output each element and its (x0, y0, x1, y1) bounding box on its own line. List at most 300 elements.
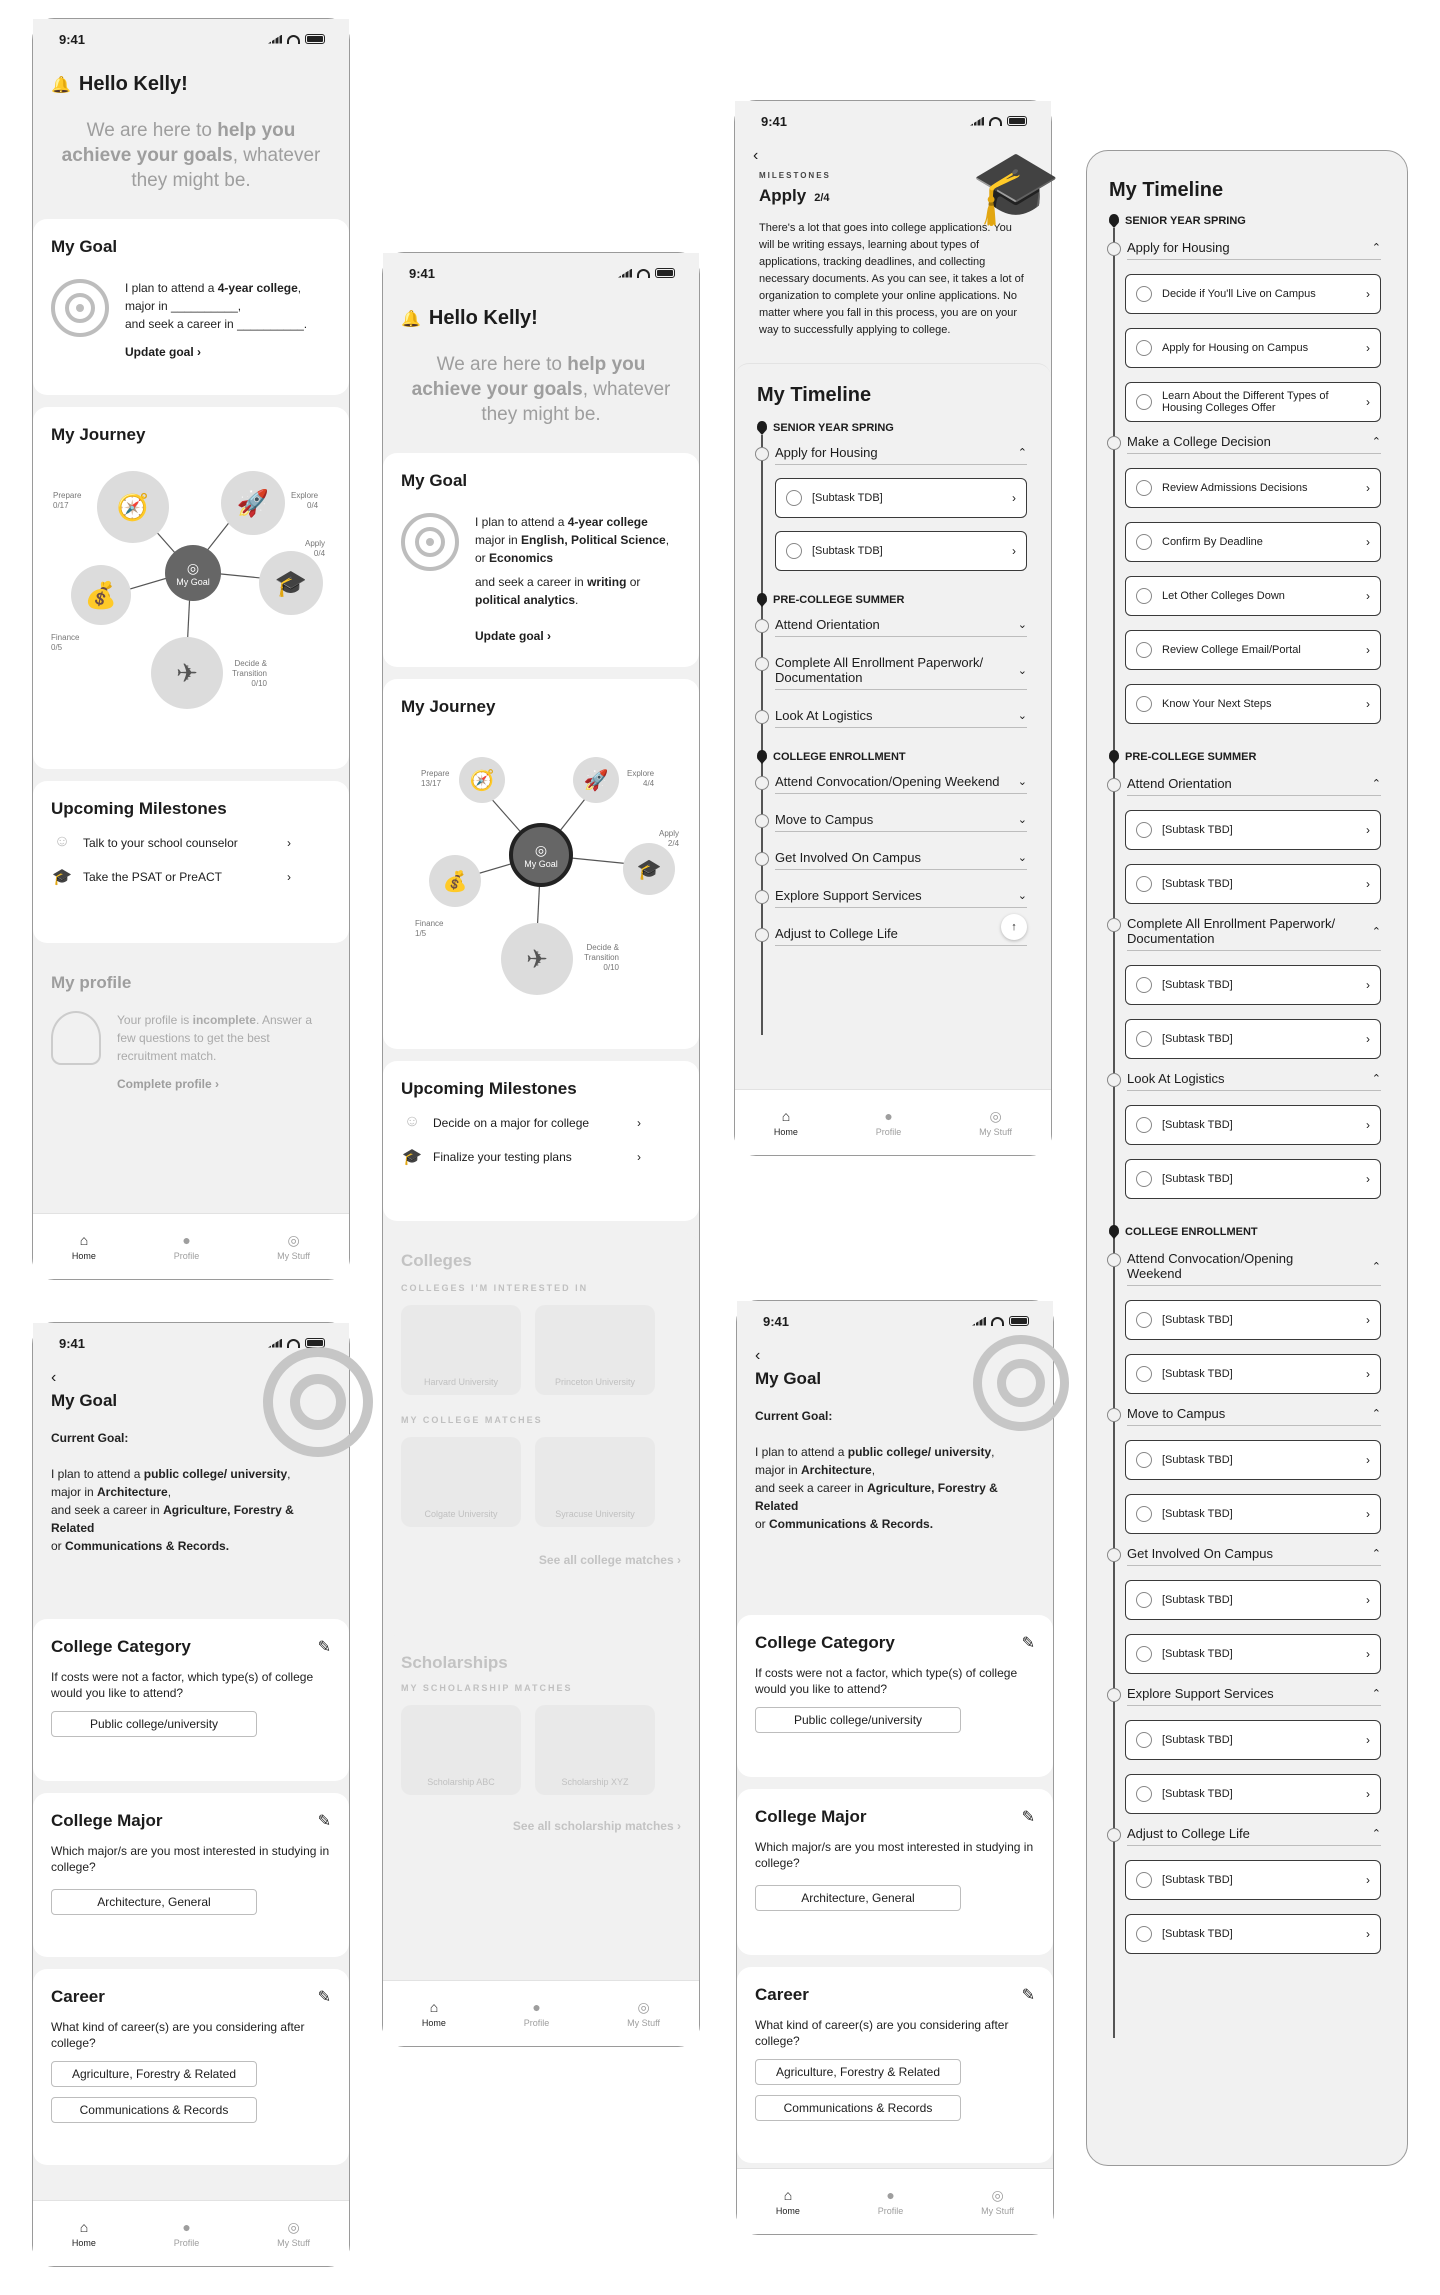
nav-home-label: Home (71, 1250, 96, 1261)
journey-center-label: My Goal (176, 576, 210, 587)
subtask-row[interactable] (1125, 1354, 1381, 1394)
journey-node-prepare[interactable]: 🧭 (97, 471, 169, 543)
bottom-nav (33, 1213, 349, 1279)
timeline-task[interactable] (1127, 1686, 1381, 1706)
tagline-a: We are here to (436, 354, 568, 375)
pin-icon (757, 593, 767, 607)
battery-icon (305, 34, 325, 44)
pencil-icon[interactable]: ✎ (1021, 1809, 1035, 1826)
status-bar (737, 1301, 1053, 1341)
career-value[interactable]: Communications & Records (51, 2097, 257, 2123)
scholarship-tile[interactable] (535, 1705, 655, 1795)
subtask-row[interactable] (1125, 274, 1381, 314)
task-name: Adjust to College Life (1127, 1826, 1250, 1841)
college-tile[interactable] (401, 1305, 521, 1395)
goal-l1a: I plan to attend a (125, 281, 218, 295)
timeline-task[interactable] (775, 850, 1027, 870)
milestone-item[interactable] (51, 833, 331, 853)
greeting-text: Hello Kelly! (78, 73, 188, 95)
task-name: Move to Campus (775, 812, 874, 827)
status-time: 9:41 (59, 31, 86, 47)
target-icon: ◎ (989, 1107, 1002, 1124)
nav-stuff[interactable] (627, 2000, 660, 2028)
checkbox-circle[interactable] (1136, 534, 1152, 550)
journey-card (383, 679, 699, 1049)
college-name: Princeton University (554, 1377, 636, 1387)
task-name: Make a College Decision (1127, 434, 1271, 449)
checkbox-circle[interactable] (1136, 1646, 1152, 1662)
nav-profile-label: Profile (173, 1250, 200, 1261)
journey-node-decide[interactable]: ✈ (501, 923, 573, 995)
major-value[interactable]: Architecture, General (51, 1889, 257, 1915)
back-arrow-icon[interactable]: ‹ (51, 1369, 57, 1386)
subtask-row[interactable] (1125, 1774, 1381, 1814)
nav-home[interactable] (774, 1109, 798, 1137)
timeline-task[interactable] (1127, 1071, 1381, 1091)
timeline-task[interactable] (775, 774, 1027, 794)
nav-stuff-label: My Stuff (277, 1250, 311, 1261)
subtask-row[interactable] (775, 531, 1027, 571)
task-name: Attend Orientation (1127, 776, 1232, 791)
nav-profile[interactable] (876, 1109, 902, 1137)
journey-graph (51, 459, 331, 719)
timeline-task[interactable] (1127, 240, 1381, 260)
subtask-row[interactable] (1125, 1860, 1381, 1900)
gd-l3b: Agriculture, Forestry & Related (51, 1503, 294, 1535)
task-dot (1107, 242, 1121, 256)
checkbox-circle[interactable] (1136, 876, 1152, 892)
gd-l3a: and seek a career in (51, 1503, 164, 1517)
milestone-item[interactable] (401, 1147, 681, 1167)
checkbox-circle[interactable] (1136, 642, 1152, 658)
career-value[interactable]: Agriculture, Forestry & Related (755, 2059, 961, 2085)
chevron-right-icon: › (1366, 1593, 1370, 1607)
graduation-cap-icon: 🎓 (402, 1149, 422, 1166)
update-goal-link[interactable]: Update goal › (475, 629, 552, 643)
section-name: PRE-COLLEGE SUMMER (1125, 751, 1257, 763)
timeline-page (1087, 151, 1407, 1954)
goal-p1e: , or (475, 533, 670, 565)
timeline-list (757, 421, 1027, 946)
nav-stuff[interactable] (277, 2220, 310, 2248)
subtask-name: Let Other Colleges Down (1162, 590, 1285, 602)
subtask-row[interactable] (1125, 1105, 1381, 1145)
checkbox-circle[interactable] (1136, 1506, 1152, 1522)
chevron-right-icon: › (1366, 697, 1370, 711)
section-name: SENIOR YEAR SPRING (1125, 215, 1246, 227)
target-icon: ◎ (637, 1998, 650, 2015)
goal-line-4 (51, 1537, 331, 1555)
update-goal-link[interactable] (125, 345, 307, 359)
label-decide-name: Decide & Transition (584, 943, 619, 962)
gd-l1c: , (287, 1467, 291, 1481)
status-time: 9:41 (409, 265, 436, 281)
chevron-right-icon: › (1366, 1118, 1370, 1132)
update-goal-text: Update goal (125, 345, 194, 359)
greeting-text: Hello Kelly! (428, 307, 538, 329)
task-name: Adjust to College Life (775, 926, 898, 941)
subtask-row[interactable] (1125, 630, 1381, 670)
chevron-right-icon: › (1012, 491, 1016, 505)
chevron-right-icon: › (1366, 1032, 1370, 1046)
back-arrow-icon[interactable]: ‹ (755, 1347, 761, 1364)
phone-full-timeline (1086, 150, 1408, 2166)
subtask-name: Learn About the Different Types of Housing Colleges Offer (1162, 390, 1329, 414)
nav-stuff[interactable] (277, 1233, 310, 1261)
subtask-row[interactable] (1125, 1634, 1381, 1674)
label-explore (291, 491, 318, 511)
nav-home[interactable] (72, 1233, 96, 1261)
milestone-item[interactable] (51, 867, 331, 887)
subtask-row[interactable] (1125, 468, 1381, 508)
task-name: Apply for Housing (1127, 240, 1230, 255)
college-category-card (737, 1615, 1053, 1777)
update-goal-text: Update goal (475, 629, 544, 643)
category-value[interactable]: Public college/university (755, 1707, 961, 1733)
gd-l1a: I plan to attend a (755, 1445, 848, 1459)
task-dot (1107, 778, 1121, 792)
matches-label: MY COLLEGE MATCHES (401, 1415, 543, 1425)
chevron-right-icon: › (1366, 1453, 1370, 1467)
checkbox-circle[interactable] (1136, 394, 1152, 410)
complete-profile-link[interactable]: Complete profile › (117, 1077, 220, 1091)
chevron-right-icon: › (1012, 544, 1016, 558)
profile-text-a: Your profile is (117, 1013, 193, 1027)
battery-icon (1007, 116, 1027, 126)
label-explore-count: 4/4 (643, 779, 655, 788)
label-apply-count: 2/4 (667, 839, 680, 848)
label-apply (305, 539, 325, 559)
nav-profile[interactable] (174, 2220, 200, 2248)
gd-l2a: major in (755, 1463, 802, 1477)
subtask-name: [Subtask TBD] (1162, 1173, 1233, 1185)
checkbox-circle[interactable] (1136, 588, 1152, 604)
checkbox-circle[interactable] (1136, 286, 1152, 302)
status-time: 9:41 (761, 113, 788, 129)
home-icon: ⌂ (79, 2218, 89, 2235)
journey-node-finance[interactable]: 💰 (71, 565, 131, 625)
timeline-task[interactable] (775, 445, 1027, 465)
bell-icon[interactable]: 🔔 (401, 310, 421, 328)
tagline-c: , whatever they might be. (481, 379, 671, 425)
nav-stuff-label: My Stuff (981, 2205, 1015, 2216)
subtask-row[interactable] (1125, 522, 1381, 562)
bottom-nav (33, 2200, 349, 2266)
task-name: Attend Orientation (775, 617, 880, 632)
pencil-icon[interactable]: ✎ (1021, 1987, 1035, 2004)
goal-title: My Goal (51, 1391, 118, 1410)
subtask-name: [Subtask TDB] (812, 492, 883, 504)
goal-paragraph-2 (475, 573, 681, 609)
career-title: Career (51, 1987, 105, 2006)
checkbox-circle[interactable] (786, 543, 802, 559)
timeline-task[interactable] (775, 920, 1027, 946)
person-icon: ● (182, 1231, 191, 1248)
nav-home[interactable] (776, 2188, 800, 2216)
label-apply-name: Apply (659, 829, 680, 838)
section-name: SENIOR YEAR SPRING (773, 422, 894, 434)
checkbox-circle[interactable] (786, 490, 802, 506)
scroll-top-button[interactable]: ↑ (1001, 914, 1027, 940)
goal-title: My Goal (755, 1369, 822, 1388)
milestone-item[interactable] (401, 1113, 681, 1133)
scholarship-tile[interactable] (401, 1705, 521, 1795)
journey-center-goal[interactable] (509, 823, 573, 887)
journey-node-explore[interactable]: 🚀 (573, 757, 619, 803)
task-dot (1107, 1828, 1121, 1842)
timeline-task[interactable] (775, 708, 1027, 728)
goal-p1a: I plan to attend a (475, 515, 568, 529)
label-apply-count: 0/4 (313, 549, 326, 558)
pencil-icon[interactable]: ✎ (317, 1989, 331, 2006)
checkbox-circle[interactable] (1136, 1926, 1152, 1942)
goal-header (737, 1365, 1053, 1615)
checkbox-circle[interactable] (1136, 1171, 1152, 1187)
gd-l2a: major in (51, 1485, 98, 1499)
nav-stuff-label: My Stuff (277, 2237, 311, 2248)
gd-l2b: Architecture (97, 1485, 168, 1499)
nav-home[interactable] (422, 2000, 446, 2028)
subtask-row[interactable] (1125, 576, 1381, 616)
task-dot (755, 619, 769, 633)
subtask-row[interactable] (1125, 1440, 1381, 1480)
journey-center-goal[interactable] (165, 545, 221, 601)
chevron-right-icon: › (1366, 1787, 1370, 1801)
journey-node-decide[interactable]: ✈ (151, 637, 223, 709)
subtask-row[interactable] (1125, 965, 1381, 1005)
home-icon: ⌂ (781, 1107, 791, 1124)
subtask-row[interactable] (1125, 864, 1381, 904)
subtask-name: [Subtask TBD] (1162, 1734, 1233, 1746)
career-value[interactable]: Communications & Records (755, 2095, 961, 2121)
timeline-task[interactable] (775, 888, 1027, 908)
chevron-right-icon: › (1366, 1367, 1370, 1381)
pencil-icon[interactable]: ✎ (317, 1639, 331, 1656)
gd-l4b: Communications & Records. (769, 1517, 934, 1531)
checkbox-circle[interactable] (1136, 1366, 1152, 1382)
subtask-row[interactable] (1125, 1494, 1381, 1534)
subtask-name: Know Your Next Steps (1162, 698, 1272, 710)
bottom-nav (737, 2168, 1053, 2234)
home-icon: ⌂ (429, 1998, 439, 2015)
goal-line-3 (51, 1501, 331, 1537)
see-all-colleges-text: See all college matches (538, 1553, 674, 1567)
task-name: Complete All Enrollment Paperwork/ Documentation (775, 655, 984, 685)
label-finance-count: 0/5 (51, 643, 63, 652)
subtask-name: [Subtask TBD] (1162, 1928, 1233, 1940)
profile-text-c: . Answer a few questions to get the best recruitment match. (117, 1013, 312, 1063)
checkbox-circle[interactable] (1136, 480, 1152, 496)
apply-title: Apply (759, 186, 807, 205)
graduation-cap-icon: 🎓 (52, 869, 72, 886)
nav-home[interactable] (72, 2220, 96, 2248)
timeline-task[interactable] (1127, 1406, 1381, 1426)
gd-l4a: or (51, 1539, 66, 1553)
journey-node-prepare[interactable]: 🧭 (459, 757, 505, 803)
subtask-row[interactable] (1125, 1159, 1381, 1199)
gd-l4b: Communications & Records. (65, 1539, 230, 1553)
nav-stuff[interactable] (981, 2188, 1014, 2216)
college-name: Harvard University (423, 1377, 499, 1387)
pencil-icon[interactable]: ✎ (317, 1813, 331, 1830)
gd-l1a: I plan to attend a (51, 1467, 144, 1481)
target-icon (51, 279, 109, 337)
checkbox-circle[interactable] (1136, 1312, 1152, 1328)
battery-icon (1009, 1316, 1029, 1326)
subtask-row[interactable] (1125, 382, 1381, 422)
signal-icon (268, 1339, 282, 1348)
timeline-task[interactable] (775, 655, 1027, 690)
goal-title: My Goal (401, 471, 468, 490)
timeline-title: My Timeline (1109, 179, 1224, 201)
college-tile[interactable] (535, 1437, 655, 1527)
task-name: Look At Logistics (775, 708, 873, 723)
checkbox-circle[interactable] (1136, 822, 1152, 838)
career-card (33, 1969, 349, 2165)
chevron-up-icon: ⌃ (1371, 925, 1381, 938)
subtask-row[interactable] (1125, 1914, 1381, 1954)
career-value[interactable]: Agriculture, Forestry & Related (51, 2061, 257, 2087)
pin-icon (1109, 750, 1119, 764)
chevron-right-icon: › (637, 1150, 641, 1164)
see-all-scholarships-link[interactable]: See all scholarship matches › (512, 1819, 681, 1833)
pencil-icon[interactable]: ✎ (1021, 1635, 1035, 1652)
scholarship-name: Scholarship XYZ (561, 1777, 629, 1787)
goal-line-4 (755, 1515, 1035, 1533)
chevron-right-icon: › (287, 870, 291, 884)
timeline-task[interactable] (1127, 916, 1381, 951)
status-icons (268, 34, 325, 44)
target-icon: ◎ (186, 559, 200, 576)
journey-node-explore[interactable]: 🚀 (221, 471, 285, 535)
checkbox-circle[interactable] (1136, 1031, 1152, 1047)
label-decide (227, 659, 267, 689)
phone-goal-detail-2 (736, 1300, 1054, 2235)
nav-home-label: Home (421, 2017, 446, 2028)
timeline-task[interactable] (1127, 1826, 1381, 1846)
journey-node-apply[interactable]: 🎓 (259, 551, 323, 615)
profile-text (117, 1011, 331, 1065)
task-dot (1107, 436, 1121, 450)
task-dot (1107, 1408, 1121, 1422)
task-dot (1107, 1073, 1121, 1087)
subtask-name: [Subtask TBD] (1162, 1454, 1233, 1466)
back-arrow-icon[interactable]: ‹ (753, 147, 759, 164)
college-tile[interactable] (401, 1437, 521, 1527)
goal-line-1 (51, 1465, 331, 1483)
chevron-right-icon: › (1366, 1733, 1370, 1747)
subtask-row[interactable] (1125, 1580, 1381, 1620)
subtask-row[interactable] (1125, 810, 1381, 850)
nav-home-label: Home (773, 1126, 798, 1137)
nav-profile[interactable] (174, 1233, 200, 1261)
chevron-right-icon: › (1366, 589, 1370, 603)
subtask-name: [Subtask TBD] (1162, 1368, 1233, 1380)
subtask-name: [Subtask TBD] (1162, 979, 1233, 991)
graduation-cap-icon: 🎓 (971, 148, 1061, 228)
checkbox-circle[interactable] (1136, 696, 1152, 712)
college-tile[interactable] (535, 1305, 655, 1395)
chevron-right-icon: › (1366, 1927, 1370, 1941)
subtask-name: [Subtask TBD] (1162, 824, 1233, 836)
checkbox-circle[interactable] (1136, 1872, 1152, 1888)
chevron-up-icon: ⌃ (1371, 1260, 1381, 1273)
timeline-task[interactable] (1127, 1251, 1381, 1286)
subtask-row[interactable] (1125, 1019, 1381, 1059)
checkbox-circle[interactable] (1136, 1592, 1152, 1608)
gd-l2b: Architecture (801, 1463, 872, 1477)
person-icon: ☺ (53, 833, 71, 850)
timeline-section (757, 750, 1027, 764)
chevron-down-icon: ⌄ (1017, 710, 1027, 722)
timeline-task[interactable] (775, 812, 1027, 832)
checkbox-circle[interactable] (1136, 340, 1152, 356)
person-icon: ● (182, 2218, 191, 2235)
nav-profile[interactable] (524, 2000, 550, 2028)
journey-node-apply[interactable]: 🎓 (623, 843, 675, 895)
subtask-row[interactable] (775, 478, 1027, 518)
timeline-title: My Timeline (757, 384, 872, 406)
timeline-task[interactable] (1127, 776, 1381, 796)
major-question: Which major/s are you most interested in studying in college? (51, 1844, 330, 1874)
timeline-task[interactable] (1127, 1546, 1381, 1566)
pin-icon (757, 750, 767, 764)
major-value[interactable]: Architecture, General (755, 1885, 961, 1911)
timeline-task[interactable] (1127, 434, 1381, 454)
see-all-colleges-link[interactable]: See all college matches › (538, 1553, 681, 1567)
label-prepare-name: Prepare (53, 491, 82, 500)
category-value[interactable]: Public college/university (51, 1711, 257, 1737)
nav-profile[interactable] (878, 2188, 904, 2216)
chevron-up-icon: ⌃ (1371, 1548, 1381, 1560)
section-name: PRE-COLLEGE SUMMER (773, 594, 905, 606)
checkbox-circle[interactable] (1136, 1786, 1152, 1802)
checkbox-circle[interactable] (1136, 1117, 1152, 1133)
task-name: Get Involved On Campus (1127, 1546, 1273, 1561)
task-dot (1107, 1688, 1121, 1702)
goal-p1c: major in (475, 533, 522, 547)
journey-node-finance[interactable]: 💰 (429, 855, 481, 907)
see-all-scholarships-text: See all scholarship matches (512, 1819, 674, 1833)
goal-p2a: and seek a career in (475, 575, 588, 589)
subtask-row[interactable] (1125, 1300, 1381, 1340)
wifi-icon (287, 35, 300, 44)
goal-header (33, 1387, 349, 1619)
timeline-task[interactable] (775, 617, 1027, 637)
current-goal-label: Current Goal: (51, 1431, 129, 1445)
person-icon: ● (886, 2186, 895, 2203)
chevron-right-icon: › (1366, 395, 1370, 409)
bottom-nav (735, 1089, 1051, 1155)
milestone-text: Finalize your testing plans (433, 1150, 572, 1164)
task-name: Get Involved On Campus (775, 850, 921, 865)
subtask-row[interactable] (1125, 684, 1381, 724)
nav-stuff[interactable] (979, 1109, 1012, 1137)
subtask-row[interactable] (1125, 1720, 1381, 1760)
checkbox-circle[interactable] (1136, 977, 1152, 993)
subtask-row[interactable] (1125, 328, 1381, 368)
chevron-up-icon: ⌃ (1371, 778, 1381, 790)
chevron-right-icon: › (1366, 643, 1370, 657)
bell-icon[interactable]: 🔔 (51, 76, 71, 94)
phone-home-empty (32, 18, 350, 1280)
checkbox-circle[interactable] (1136, 1452, 1152, 1468)
college-name: Colgate University (424, 1509, 498, 1519)
section-name: COLLEGE ENROLLMENT (1125, 1226, 1258, 1238)
target-icon (263, 1347, 373, 1457)
checkbox-circle[interactable] (1136, 1732, 1152, 1748)
signal-icon (972, 1317, 986, 1326)
